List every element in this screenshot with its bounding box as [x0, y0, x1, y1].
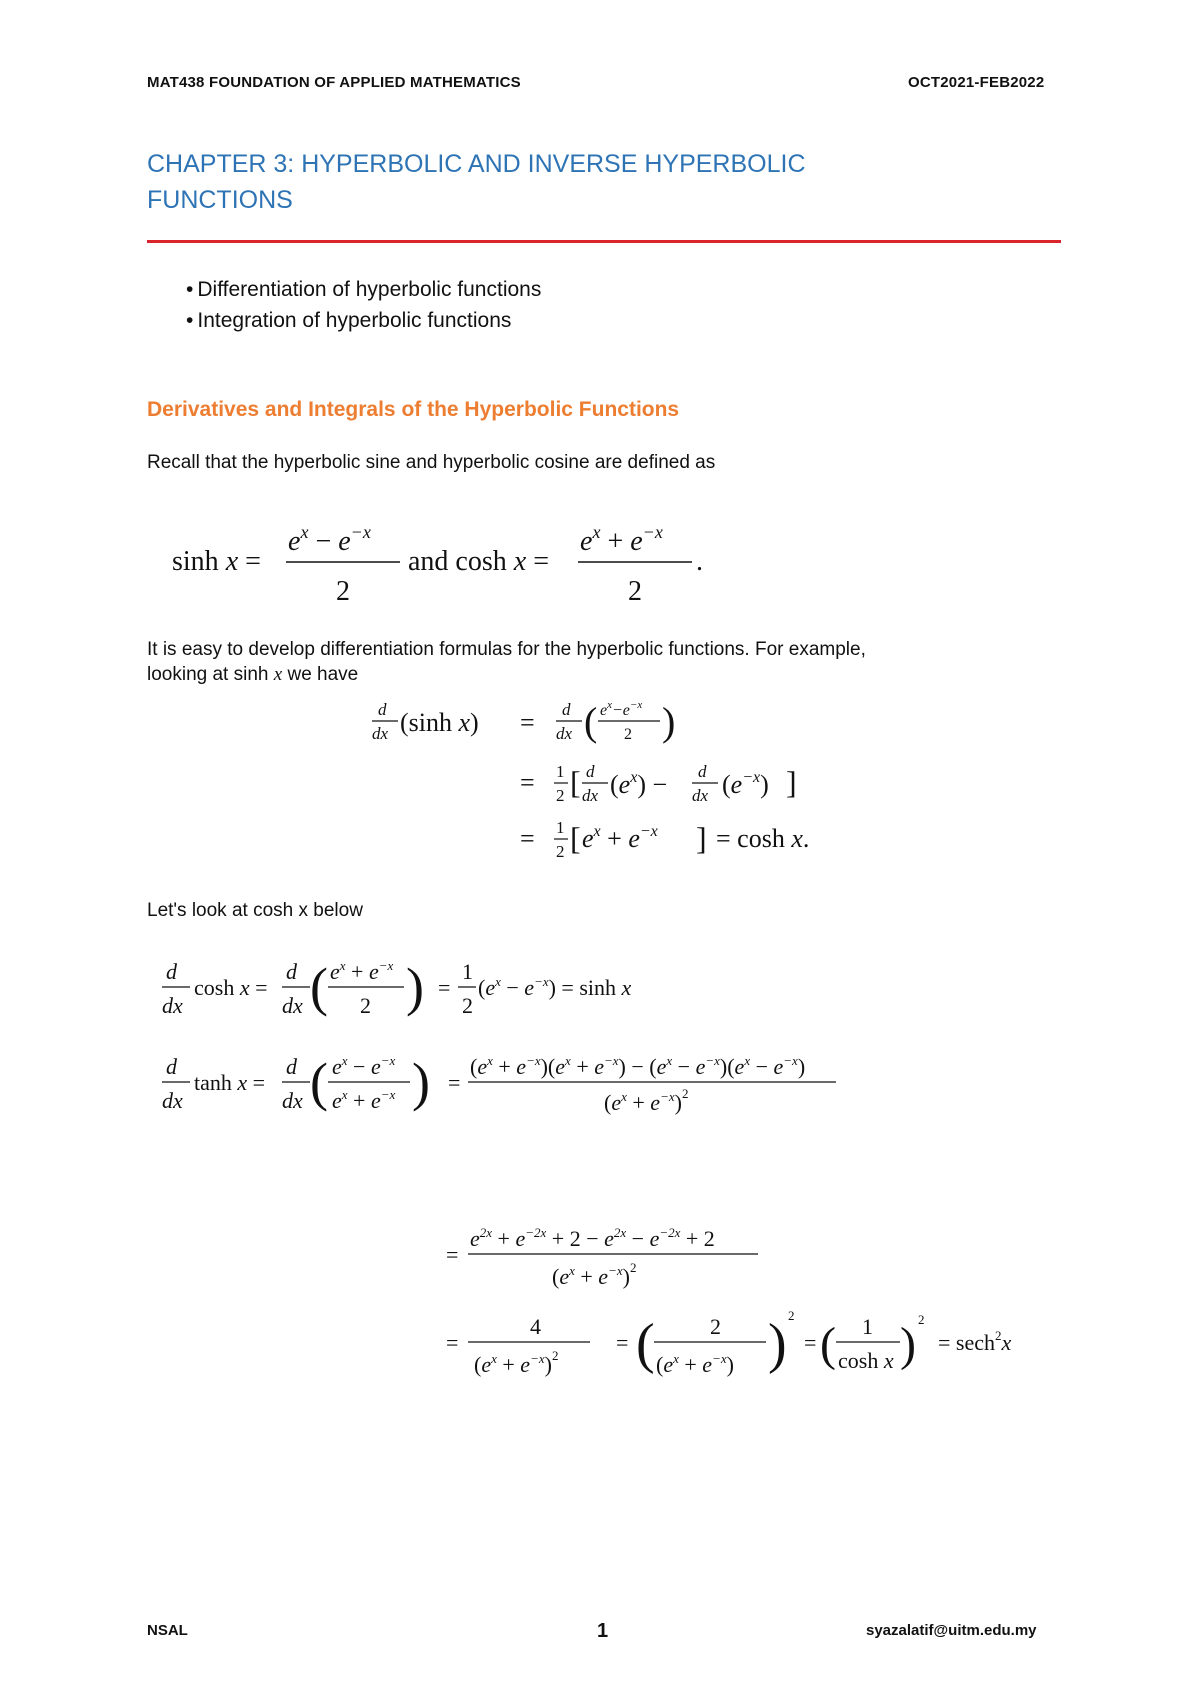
svg-text:dx: dx — [162, 993, 183, 1018]
svg-text:2: 2 — [556, 842, 565, 861]
svg-text:ex−e−x: $e^x-e^{-x}$ — [600, 699, 643, 719]
header-course: MAT438 FOUNDATION OF APPLIED MATHEMATICS — [147, 74, 521, 91]
list-item — [186, 274, 541, 305]
svg-text:): ) — [412, 1052, 430, 1112]
svg-text:4: 4 — [530, 1314, 541, 1339]
svg-text:(ex + e−x)(ex + e−x) − (ex − e: $(e^x + e^{-x})(e^x + e^{-x}) - (e^x - e^{-x})(e^x - e^{-x})$ — [470, 1053, 806, 1079]
bullet-dot: • — [186, 309, 194, 332]
title-divider — [147, 240, 1061, 243]
svg-text:(: ( — [584, 699, 598, 744]
sinh-derivation — [370, 695, 850, 865]
header-session: OCT2021-FEB2022 — [908, 74, 1045, 91]
svg-text:[: [ — [570, 820, 581, 856]
svg-text:2: 2 — [788, 1308, 795, 1323]
page-number: 1 — [597, 1620, 609, 1642]
svg-text:2: 2 — [556, 786, 565, 805]
svg-text:(: ( — [310, 957, 328, 1017]
svg-text:d: d — [586, 762, 595, 781]
svg-text:dx: dx — [692, 786, 709, 805]
svg-text:ex + e−x: $e^x + e^{-x}$ — [330, 958, 394, 984]
svg-text:=: = — [520, 824, 535, 853]
bullet-list — [186, 274, 541, 336]
svg-text:= cosh x.: = cosh x. — [716, 824, 810, 853]
svg-text:=: = — [520, 708, 535, 737]
svg-text:(ex + e−x)2: $(e^x + e^{-x})^2$ — [604, 1086, 689, 1115]
svg-text:(e−x): $(e^{-x})$ — [722, 769, 769, 799]
svg-text:=: = — [446, 1330, 459, 1355]
svg-text:2: 2 — [336, 576, 350, 607]
svg-text:ex + e−x: $e^x + e^{-x}$ — [332, 1087, 396, 1113]
svg-text:(ex + e−x): $(e^x + e^{-x})$ — [656, 1351, 734, 1377]
intro-line2: looking at sinh x we have — [147, 664, 359, 685]
svg-text:=: = — [520, 768, 535, 797]
svg-text:=: = — [616, 1330, 629, 1355]
svg-text:(: ( — [820, 1318, 836, 1371]
svg-text:e2x + e−2x + 2 − e2x − e−2x +: $e^{2x} + e^{-2x} + 2 - e^{2x} - e^{-2x} + 2$ — [470, 1225, 715, 1251]
svg-text:d: d — [286, 1054, 297, 1079]
svg-text:(ex + e−x)2: $(e^x + e^{-x})^2$ — [474, 1348, 559, 1377]
svg-text:dx: dx — [162, 1088, 183, 1113]
svg-text:d: d — [166, 1054, 177, 1079]
cosh-derivation — [160, 955, 680, 1035]
svg-text:dx: dx — [282, 1088, 303, 1113]
intro-paragraph — [147, 637, 1067, 687]
svg-text:.: . — [696, 546, 703, 577]
svg-text:1: 1 — [556, 818, 565, 837]
svg-text:cosh x =: cosh x = — [194, 975, 268, 1000]
svg-text:): ) — [900, 1318, 916, 1371]
bullet-dot: • — [186, 278, 194, 301]
svg-text:1: 1 — [862, 1314, 873, 1339]
svg-text:sinh x =: sinh x = — [172, 546, 261, 577]
svg-text:d: d — [698, 762, 707, 781]
svg-text:(sinh x): (sinh x) — [400, 708, 479, 737]
svg-text:2: 2 — [462, 993, 473, 1018]
svg-text:ex − e−x: $e^x - e^{-x}$ — [288, 522, 371, 557]
svg-text:2: 2 — [360, 993, 371, 1018]
svg-text:): ) — [406, 957, 424, 1017]
svg-text:(ex − e−x) = sinh x: $(e^x - e^{-x}) = \sinh x$ — [478, 974, 632, 1000]
chapter-title-line1: CHAPTER 3: HYPERBOLIC AND INVERSE HYPERBOLIC — [147, 150, 806, 178]
svg-text:d: d — [286, 959, 297, 984]
chapter-title-line2: FUNCTIONS — [147, 186, 293, 214]
svg-text:ex − e−x: $e^x - e^{-x}$ — [332, 1053, 396, 1079]
svg-text:): ) — [662, 699, 676, 744]
svg-text:= sech2x: = sech$^2$x — [938, 1328, 1012, 1355]
svg-text:dx: dx — [556, 724, 573, 743]
svg-text:): ) — [768, 1313, 787, 1375]
svg-text:d: d — [562, 700, 571, 719]
footer-email: syazalatif@uitm.edu.my — [866, 1622, 1037, 1639]
svg-text:(ex + e−x)2: $(e^x + e^{-x})^2$ — [552, 1260, 637, 1289]
svg-text:[: [ — [570, 764, 581, 800]
cosh-text: Let's look at cosh x below — [147, 900, 363, 921]
svg-text:d: d — [378, 700, 387, 719]
svg-text:(ex) −: $(e^x)$ − — [610, 769, 668, 799]
svg-text:and cosh x =: and cosh x = — [408, 546, 549, 577]
bullet-text: Integration of hyperbolic functions — [197, 309, 512, 332]
svg-text:]: ] — [786, 764, 797, 800]
svg-text:d: d — [166, 959, 177, 984]
svg-text:cosh x: cosh x — [838, 1348, 894, 1373]
svg-text:2: 2 — [624, 726, 632, 743]
svg-text:2: 2 — [918, 1312, 925, 1327]
svg-text:tanh x =: tanh x = — [194, 1070, 266, 1095]
svg-text:dx: dx — [372, 724, 389, 743]
svg-text:dx: dx — [282, 993, 303, 1018]
svg-text:(: ( — [636, 1313, 655, 1375]
footer-left: NSAL — [147, 1622, 188, 1639]
svg-text:=: = — [438, 975, 451, 1000]
svg-text:1: 1 — [556, 762, 565, 781]
svg-text:=: = — [446, 1242, 459, 1267]
definition-equation — [160, 520, 720, 610]
svg-text:ex + e−x: $e^x + e^{-x}$ — [582, 823, 658, 853]
svg-text:ex + e−x: $e^x + e^{-x}$ — [580, 522, 663, 557]
svg-text:dx: dx — [582, 786, 599, 805]
svg-text:(: ( — [310, 1052, 328, 1112]
tanh-derivation-1 — [160, 1050, 860, 1130]
svg-text:1: 1 — [462, 959, 473, 984]
list-item — [186, 305, 541, 336]
chapter-title — [147, 146, 1047, 218]
bullet-text: Differentiation of hyperbolic functions — [197, 278, 542, 301]
svg-text:=: = — [804, 1330, 817, 1355]
svg-text:]: ] — [696, 820, 707, 856]
recall-text: Recall that the hyperbolic sine and hyperbolic cosine are defined as — [147, 452, 716, 473]
intro-line1: It is easy to develop differentiation formulas for the hyperbolic functions. For example, — [147, 639, 866, 660]
section-title: Derivatives and Integrals of the Hyperbolic Functions — [147, 398, 680, 421]
svg-text:2: 2 — [628, 576, 642, 607]
svg-text:2: 2 — [710, 1314, 721, 1339]
tanh-derivation-2 — [440, 1220, 1060, 1400]
svg-text:=: = — [448, 1070, 461, 1095]
